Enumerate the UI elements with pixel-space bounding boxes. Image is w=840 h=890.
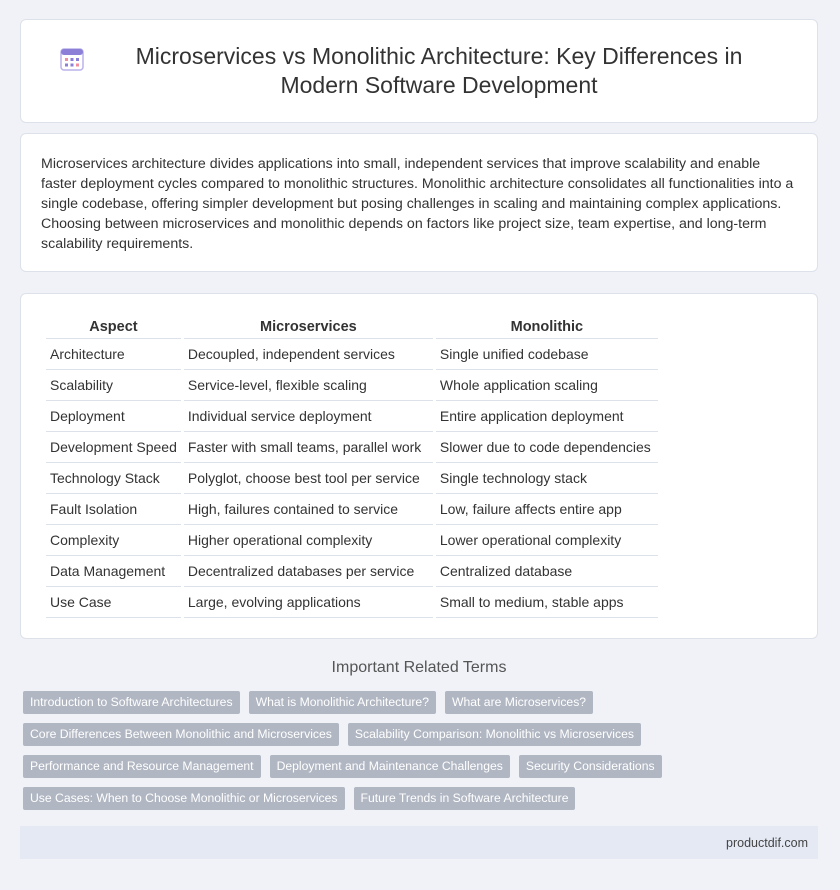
table-row: [46, 587, 658, 618]
table-cell-monolithic: Low, failure affects entire app: [436, 494, 658, 525]
table-cell-monolithic: Whole application scaling: [436, 370, 658, 401]
table-cell-aspect: Development Speed: [46, 432, 181, 463]
table-cell-aspect: Scalability: [46, 370, 181, 401]
table-cell-microservices: Polyglot, choose best tool per service: [184, 463, 433, 494]
table-cell-aspect: Complexity: [46, 525, 181, 556]
table-cell-microservices: Service-level, flexible scaling: [184, 370, 433, 401]
column-header-aspect: Aspect: [46, 316, 181, 339]
related-term-link[interactable]: Introduction to Software Architectures: [23, 691, 240, 714]
title-wrap: [59, 42, 779, 100]
table-header-row: [46, 316, 658, 339]
table-cell-aspect: Technology Stack: [46, 463, 181, 494]
calendar-icon: [59, 46, 85, 72]
table-cell-monolithic: Entire application deployment: [436, 401, 658, 432]
table-cell-microservices: Decentralized databases per service: [184, 556, 433, 587]
page-title: Microservices vs Monolithic Architecture: Key Differences in Modern Software Development: [135, 43, 743, 98]
related-term-link[interactable]: Core Differences Between Monolithic and Microservices: [23, 723, 339, 746]
table-cell-aspect: Use Case: [46, 587, 181, 618]
table-row: [46, 463, 658, 494]
table-row: [46, 401, 658, 432]
table-cell-aspect: Deployment: [46, 401, 181, 432]
table-cell-monolithic: Single technology stack: [436, 463, 658, 494]
table-cell-aspect: Data Management: [46, 556, 181, 587]
related-term-link[interactable]: What is Monolithic Architecture?: [249, 691, 436, 714]
footer-site-link[interactable]: productdif.com: [726, 835, 808, 850]
table-cell-monolithic: Small to medium, stable apps: [436, 587, 658, 618]
related-terms-section: [20, 657, 818, 810]
related-term-link[interactable]: Scalability Comparison: Monolithic vs Microservices: [348, 723, 641, 746]
table-cell-monolithic: Centralized database: [436, 556, 658, 587]
table-row: [46, 339, 658, 370]
related-term-link[interactable]: Use Cases: When to Choose Monolithic or Microservices: [23, 787, 345, 810]
table-cell-microservices: Individual service deployment: [184, 401, 433, 432]
table-cell-microservices: Faster with small teams, parallel work: [184, 432, 433, 463]
table-row: [46, 556, 658, 587]
comparison-table-card: [20, 293, 818, 639]
column-header-microservices: Microservices: [184, 316, 433, 339]
column-header-monolithic: Monolithic: [436, 316, 658, 339]
table-cell-monolithic: Slower due to code dependencies: [436, 432, 658, 463]
table-cell-microservices: Large, evolving applications: [184, 587, 433, 618]
table-cell-microservices: High, failures contained to service: [184, 494, 433, 525]
related-term-link[interactable]: Security Considerations: [519, 755, 662, 778]
intro-card: [20, 133, 818, 272]
table-row: [46, 370, 658, 401]
table-row: [46, 432, 658, 463]
related-term-link[interactable]: Performance and Resource Management: [23, 755, 261, 778]
related-terms-tags: [20, 691, 818, 810]
table-row: [46, 525, 658, 556]
footer: [20, 826, 818, 859]
intro-paragraph: Microservices architecture divides applications into small, independent services that improve scalability and enable faster deployment cycles compared to monolithic structures. Monolithic architecture consolidates all functionalities into a single codebase, offering simpler development but posing challenges in scaling and maintaining complex applications. Choosing between microservices and monolithic depends on factors like project size, team expertise, and long-term scalability requirements.: [41, 156, 794, 252]
table-cell-aspect: Architecture: [46, 339, 181, 370]
related-term-link[interactable]: Future Trends in Software Architecture: [354, 787, 576, 810]
table-cell-monolithic: Lower operational complexity: [436, 525, 658, 556]
related-term-link[interactable]: Deployment and Maintenance Challenges: [270, 755, 510, 778]
table-cell-microservices: Higher operational complexity: [184, 525, 433, 556]
header-card: [20, 19, 818, 123]
comparison-table: [43, 316, 661, 618]
related-term-link[interactable]: What are Microservices?: [445, 691, 593, 714]
table-cell-monolithic: Single unified codebase: [436, 339, 658, 370]
table-row: [46, 494, 658, 525]
table-cell-microservices: Decoupled, independent services: [184, 339, 433, 370]
table-cell-aspect: Fault Isolation: [46, 494, 181, 525]
related-terms-title: Important Related Terms: [331, 659, 507, 676]
